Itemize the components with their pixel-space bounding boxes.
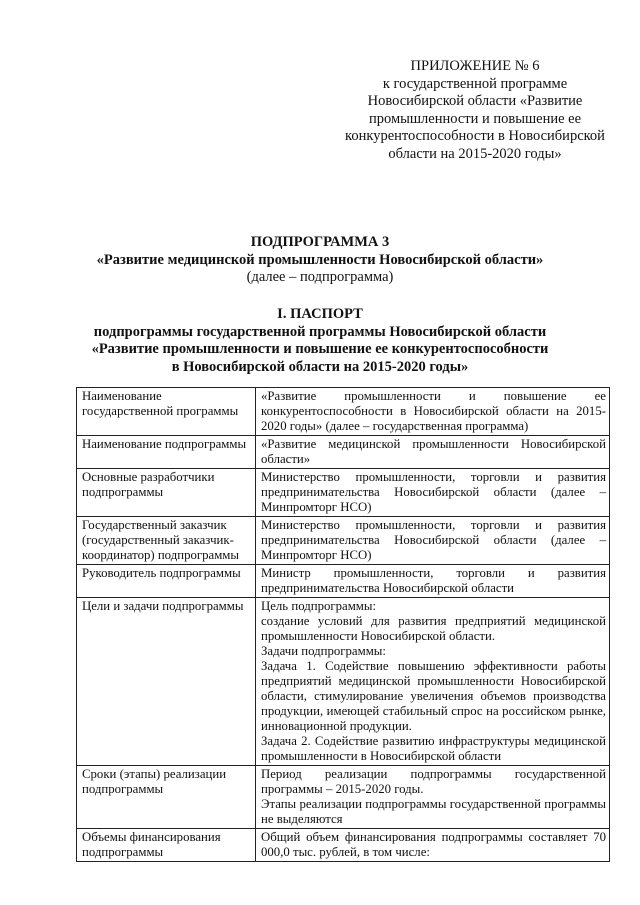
row-value <box>256 829 610 862</box>
appendix-line: промышленности и повышение ее <box>368 110 582 127</box>
row-label: Цели и задачи подпрограммы <box>77 598 256 766</box>
value-paragraph: Министр промышленности, торговли и развития предпринимательства Новосибирской области <box>261 566 606 595</box>
subprogram-note: (далее – подпрограмма) <box>246 269 394 285</box>
subprogram-name: «Развитие медицинской промышленности Новосибирской области» <box>96 251 544 268</box>
row-value <box>256 598 610 766</box>
value-paragraph: «Развитие промышленности и повышение ее конкурентоспособности в Новосибирской области на 2015-2020 годы» (далее – государственная программа) <box>261 389 606 433</box>
row-value <box>256 469 610 517</box>
row-value <box>256 517 610 565</box>
row-label: Руководитель подпрограммы <box>77 565 256 598</box>
table-row <box>77 766 610 829</box>
row-value <box>256 766 610 829</box>
table-row <box>77 565 610 598</box>
passport-subtitle-line: «Развитие промышленности и повышение ее конкурентоспособности <box>91 341 549 357</box>
table-row <box>77 436 610 469</box>
table-row <box>77 829 610 862</box>
row-label: Государственный заказчик (государственный заказчик-координатор) подпрограммы <box>77 517 256 565</box>
row-label: Наименование подпрограммы <box>77 436 256 469</box>
table-row <box>77 517 610 565</box>
appendix-line: Новосибирской области «Развитие <box>367 93 583 109</box>
passport-subtitle-line: подпрограммы государственной программы Новосибирской области <box>93 323 547 340</box>
table-row <box>77 388 610 436</box>
value-paragraph: Общий объем финансирования подпрограммы составляет 70 000,0 тыс. рублей, в том числе: <box>261 830 606 859</box>
value-paragraph: Период реализации подпрограммы государственной программы – 2015-2020 годы. <box>261 767 606 796</box>
value-paragraph: Этапы реализации подпрограммы государственной программы не выделяются <box>261 797 606 826</box>
value-paragraph: Цель подпрограммы: <box>261 599 377 613</box>
passport-table <box>76 387 610 862</box>
passport-heading <box>0 306 640 376</box>
appendix-block <box>335 58 615 163</box>
row-label: Основные разработчики подпрограммы <box>77 469 256 517</box>
row-label: Объемы финансирования подпрограммы <box>77 829 256 862</box>
value-paragraph: Задача 2. Содействие развитию инфраструктуры медицинской промышленности в Новосибирской области <box>261 734 606 763</box>
row-label: Сроки (этапы) реализации подпрограммы <box>77 766 256 829</box>
appendix-line: области на 2015-2020 годы» <box>388 145 562 162</box>
appendix-line: к государственной программе <box>382 75 568 92</box>
row-label: Наименование государственной программы <box>77 388 256 436</box>
row-value <box>256 388 610 436</box>
value-paragraph: создание условий для развития предприятий медицинской промышленности Новосибирской области. <box>261 614 606 643</box>
value-paragraph: Задача 1. Содействие повышению эффективности работы предприятий медицинской промышленности Новосибирской области, стимулирование увеличения объемов производства продукции, имеющей стабильный спрос на российском рынке, инновационной продукции. <box>261 659 606 733</box>
value-paragraph: Министерство промышленности, торговли и развития предпринимательства Новосибирской области (далее – Минпромторг НСО) <box>261 470 606 514</box>
row-value <box>256 565 610 598</box>
passport-subtitle-line: в Новосибирской области на 2015-2020 годы» <box>171 358 469 375</box>
subprogram-title: ПОДПРОГРАММА 3 <box>250 234 390 250</box>
row-value <box>256 436 610 469</box>
passport-title: I. ПАСПОРТ <box>277 306 363 322</box>
value-paragraph: Министерство промышленности, торговли и развития предпринимательства Новосибирской области (далее – Минпромторг НСО) <box>261 518 606 562</box>
appendix-line: ПРИЛОЖЕНИЕ № 6 <box>410 58 540 74</box>
table-row <box>77 469 610 517</box>
value-paragraph: Задачи подпрограммы: <box>261 644 386 658</box>
appendix-line: конкурентоспособности в Новосибирской <box>345 128 605 144</box>
subprogram-heading <box>0 234 640 287</box>
value-paragraph: «Развитие медицинской промышленности Новосибирской области» <box>261 437 606 466</box>
table-row <box>77 598 610 766</box>
